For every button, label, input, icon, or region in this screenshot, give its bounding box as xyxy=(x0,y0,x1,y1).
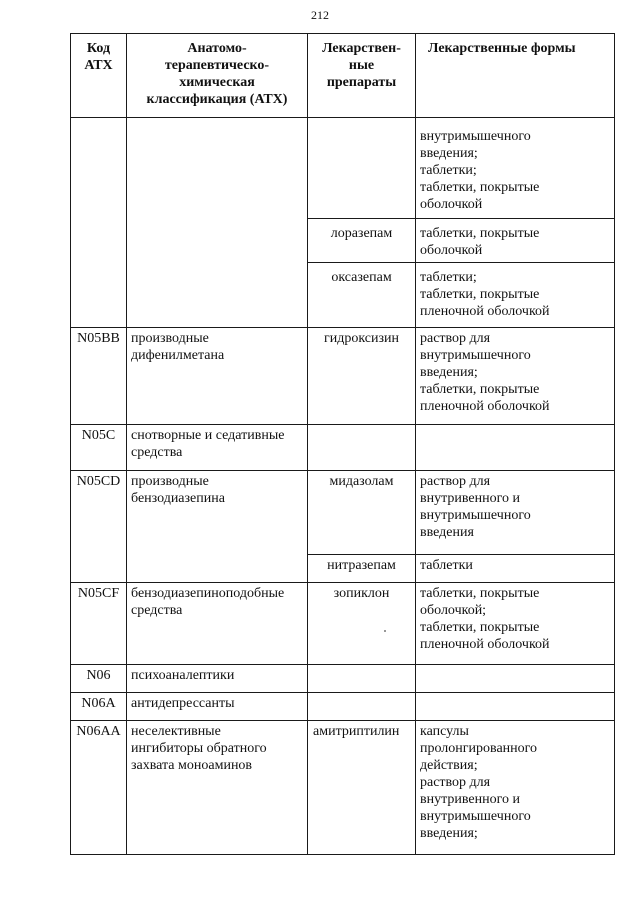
atx-code: N06AA xyxy=(71,721,127,855)
drug-cell-empty xyxy=(308,693,416,721)
atx-code: N05CF xyxy=(71,583,127,665)
table-row xyxy=(71,721,615,855)
forms-cell: таблетки xyxy=(416,555,615,583)
drug-cell-empty xyxy=(308,118,416,219)
forms-cell: раствор для внутримышечного введения; таблетки, покрытые пленочной оболочкой xyxy=(416,328,615,425)
classification-cell-empty xyxy=(127,118,308,328)
header-forms: Лекарственные формы xyxy=(416,34,615,118)
forms-cell-empty xyxy=(416,693,615,721)
drug-cell: амитриптилин xyxy=(308,721,416,855)
drug-cell: зопиклон xyxy=(308,583,416,665)
atx-code: N05BB xyxy=(71,328,127,425)
atx-code: N06 xyxy=(71,665,127,693)
forms-cell: капсулы пролонгированного действия; раствор для внутривенного и внутримышечного введения; xyxy=(416,721,615,855)
forms-cell: таблетки, покрытые оболочкой xyxy=(416,219,615,263)
classification-cell: производные бензодиазепина xyxy=(127,471,308,583)
drug-cell-empty xyxy=(308,665,416,693)
header-drugs: Лекарствен- ные препараты xyxy=(308,34,416,118)
forms-cell-empty xyxy=(416,665,615,693)
classification-cell: неселективные ингибиторы обратного захвата моноаминов xyxy=(127,721,308,855)
table-row xyxy=(71,118,615,219)
classification-cell: бензодиазепиноподобные средства xyxy=(127,583,308,665)
table-row xyxy=(71,425,615,471)
table-header-row xyxy=(71,34,615,118)
table-row xyxy=(71,328,615,425)
table-row xyxy=(71,693,615,721)
classification-cell: психоаналептики xyxy=(127,665,308,693)
classification-cell: антидепрессанты xyxy=(127,693,308,721)
drug-cell-empty xyxy=(308,425,416,471)
page-number: 212 xyxy=(311,8,329,22)
atx-code: N05CD xyxy=(71,471,127,583)
table-row xyxy=(71,665,615,693)
classification-cell: снотворные и седативные средства xyxy=(127,425,308,471)
drug-cell: лоразепам xyxy=(308,219,416,263)
drug-cell: оксазепам xyxy=(308,263,416,328)
header-classification: Анатомо- терапевтическо- химическая классификация (АТХ) xyxy=(127,34,308,118)
header-code: Код АТХ xyxy=(71,34,127,118)
drug-cell: мидазолам xyxy=(308,471,416,555)
classification-cell: производные дифенилметана xyxy=(127,328,308,425)
drug-cell: нитразепам xyxy=(308,555,416,583)
atx-code: N05C xyxy=(71,425,127,471)
forms-cell: раствор для внутривенного и внутримышечного введения xyxy=(416,471,615,555)
scan-speck xyxy=(384,630,386,632)
forms-cell: таблетки, покрытые оболочкой; таблетки, покрытые пленочной оболочкой xyxy=(416,583,615,665)
atx-code: N06A xyxy=(71,693,127,721)
atx-classification-table xyxy=(70,33,615,855)
table-row xyxy=(71,583,615,665)
code-cell-empty xyxy=(71,118,127,328)
drug-cell: гидроксизин xyxy=(308,328,416,425)
forms-cell: таблетки; таблетки, покрытые пленочной оболочкой xyxy=(416,263,615,328)
table-row xyxy=(71,471,615,555)
forms-cell-empty xyxy=(416,425,615,471)
forms-cell: внутримышечного введения; таблетки; таблетки, покрытые оболочкой xyxy=(416,118,615,219)
